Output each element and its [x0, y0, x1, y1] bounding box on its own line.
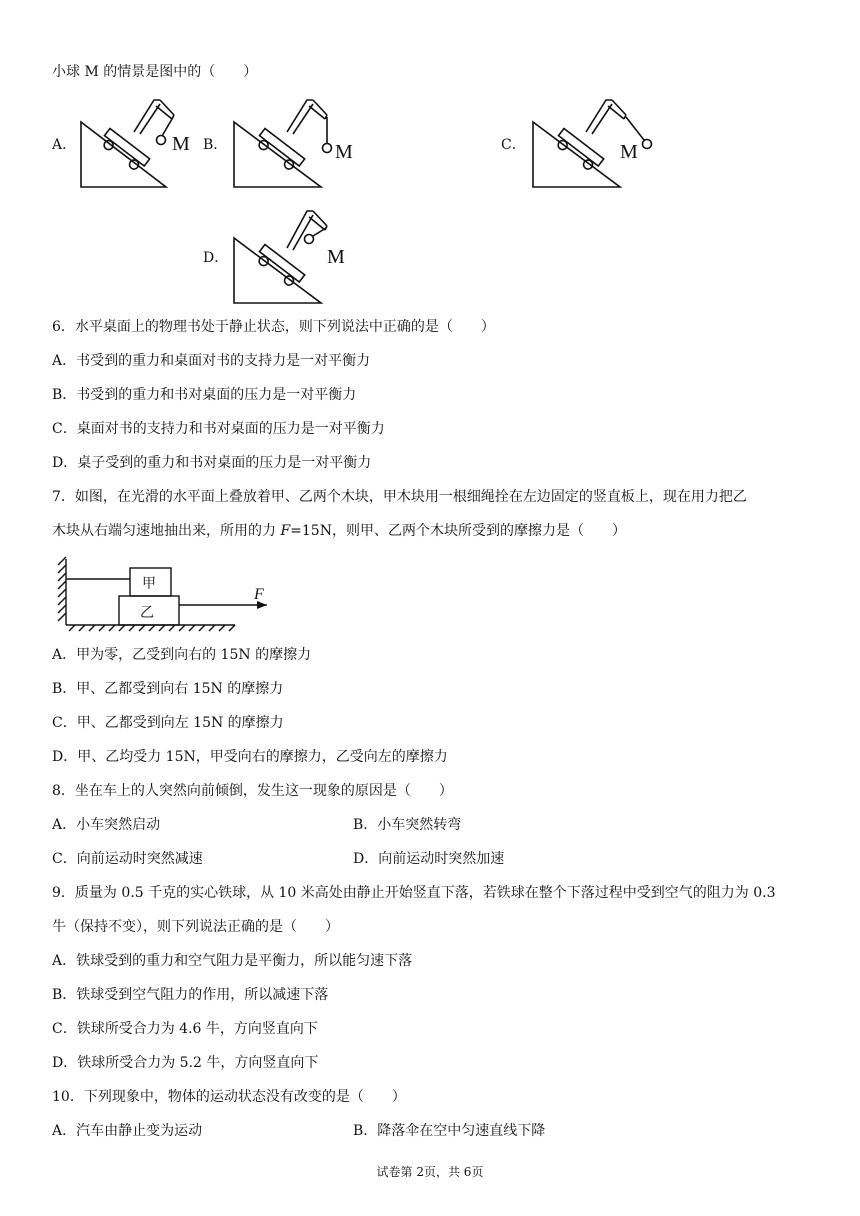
q5-option-b-letter: B．: [203, 137, 228, 153]
q7-force-symbol: F: [280, 523, 291, 539]
ball-m: [323, 144, 332, 153]
incline-wedge: [81, 122, 166, 187]
force-label: F: [254, 586, 264, 603]
q8-option-d: D．向前运动时突然加速: [353, 851, 505, 867]
string: [162, 119, 172, 136]
q6-option-a: A．书受到的重力和桌面对书的支持力是一对平衡力: [52, 353, 371, 369]
q9-option-b: B．铁球受到空气阻力的作用，所以减速下落: [52, 987, 329, 1003]
q6-option-b: B．书受到的重力和书对桌面的压力是一对平衡力: [52, 387, 357, 403]
q5-option-a-letter: A．: [52, 137, 77, 153]
ball-m: [643, 140, 652, 149]
q6-option-c: C．桌面对书的支持力和书对桌面的压力是一对平衡力: [52, 421, 385, 437]
q9-stem-line1: 9．质量为 0.5 千克的实心铁球，从 10 米高处由静止开始竖直下落，若铁球在整个下落过程中受到空气的阻力为 0.3: [52, 885, 776, 901]
q5-option-d-letter: D．: [203, 250, 229, 266]
ball-m-label: M: [327, 246, 345, 268]
q8-option-c: C．向前运动时突然减速: [52, 851, 203, 867]
block-jia-label: 甲: [142, 577, 156, 592]
q5-option-c-letter: C．: [501, 137, 526, 153]
q7-stem-pre: 木块从右端匀速地抽出来，所用的力: [52, 523, 281, 539]
page-footer: 试卷第 2页，共 6页: [376, 1165, 484, 1179]
q5-figure-c: [530, 92, 680, 192]
q7-option-c: C．甲、乙都受到向左 15N 的摩擦力: [52, 715, 284, 731]
block-yi-label: 乙: [140, 606, 154, 621]
ball-m-label: M: [620, 141, 638, 163]
ball-m: [305, 235, 314, 244]
q7-option-a: A．甲为零，乙受到向右的 15N 的摩擦力: [52, 647, 312, 663]
q5-figure-b: [231, 92, 371, 192]
crane-arm: [134, 100, 160, 132]
ball-m-label: M: [335, 141, 353, 163]
q5-figure-d: [231, 205, 371, 307]
q7-stem-post: =15N，则甲、乙两个木块所受到的摩擦力是（ ）: [290, 523, 626, 539]
q8-option-b: B．小车突然转弯: [353, 817, 462, 833]
q7-option-b: B．甲、乙都受到向右 15N 的摩擦力: [52, 681, 284, 697]
q7-stem-line2: [52, 521, 626, 541]
string: [626, 117, 644, 140]
q8-option-a: A．小车突然启动: [52, 817, 161, 833]
q9-option-c: C．铁球所受合力为 4.6 牛，方向竖直向下: [52, 1021, 318, 1037]
q9-stem-line2: 牛（保持不变），则下列说法正确的是（ ）: [52, 919, 339, 935]
cart-body: [105, 128, 150, 166]
string: [313, 228, 326, 236]
q9-option-a: A．铁球受到的重力和空气阻力是平衡力，所以能匀速下落: [52, 953, 413, 969]
q9-option-d: D．铁球所受合力为 5.2 牛，方向竖直向下: [52, 1055, 319, 1071]
q10-option-b: B．降落伞在空中匀速直线下降: [353, 1123, 546, 1139]
q5-figure-a: [76, 92, 216, 192]
ball-m-label: M: [172, 133, 190, 155]
q10-stem: 10．下列现象中，物体的运动状态没有改变的是（ ）: [52, 1089, 406, 1105]
q6-option-d: D．桌子受到的重力和书对桌面的压力是一对平衡力: [52, 455, 372, 471]
q5-stem-tail: 小球 M 的情景是图中的（ ）: [52, 64, 258, 80]
q7-figure: [55, 555, 270, 635]
q7-stem-line1: 7．如图，在光滑的水平面上叠放着甲、乙两个木块，甲木块用一根细绳拴在左边固定的竖直板上，现在用力把乙: [52, 489, 747, 505]
q6-stem: 6．水平桌面上的物理书处于静止状态，则下列说法中正确的是（ ）: [52, 319, 495, 335]
q8-stem: 8．坐在车上的人突然向前倾倒，发生这一现象的原因是（ ）: [52, 783, 453, 799]
ball-m: [157, 136, 166, 145]
q7-option-d: D．甲、乙均受力 15N，甲受向右的摩擦力，乙受向左的摩擦力: [52, 749, 448, 765]
q10-option-a: A．汽车由静止变为运动: [52, 1123, 203, 1139]
